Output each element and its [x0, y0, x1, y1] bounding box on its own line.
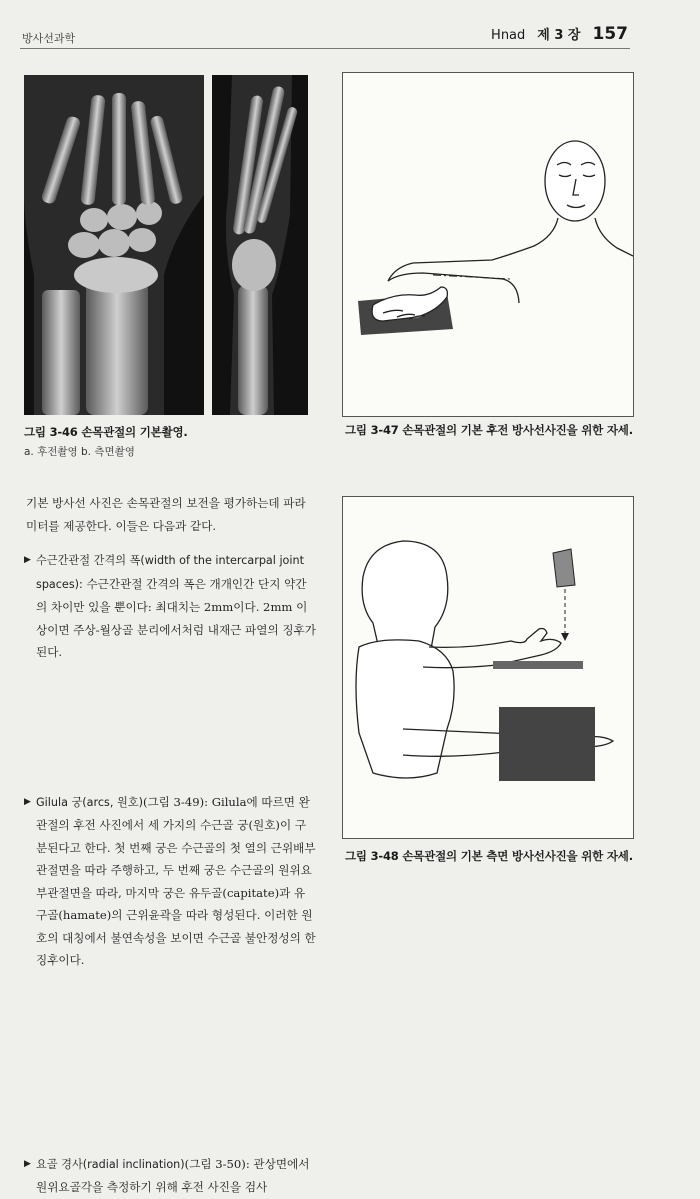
bullet-radial-inclination — [26, 1153, 316, 1199]
bullet-intercarpal-width — [26, 549, 316, 664]
xray-pa-image — [24, 75, 204, 415]
bullet-body: 수근간관절 간격의 폭은 개개인간 단지 약간의 차이만 있을 뿐이다: 최대치는 2mm이다. 2mm 이상이면 주상-월상골 분리에서처럼 내재근 파열의 징후가 된다. — [36, 576, 316, 659]
bullet-triangle-icon: ▶ — [24, 1158, 31, 1169]
header-rule — [20, 48, 630, 49]
figure-3-48-illustration — [342, 496, 634, 839]
bullet-gilula-arcs — [26, 791, 316, 972]
bullet-heading: 수근간관절 간격의 폭(width of the intercarpal joint spaces): — [36, 554, 304, 591]
intro-paragraph: 기본 방사선 사진은 손목관절의 보전을 평가하는데 파라미터를 제공한다. 이들은 다음과 같다. — [26, 496, 306, 533]
figure-3-47-illustration — [342, 72, 634, 417]
bullet-heading: 요골 경사(radial inclination) — [36, 1157, 185, 1171]
chapter-label: 제 3 장 — [537, 28, 581, 43]
page-number: 157 — [592, 24, 628, 44]
bullet-triangle-icon: ▶ — [24, 555, 31, 565]
xray-lateral-image — [212, 75, 308, 415]
bullet-heading: Gilula 궁(arcs, 원호) — [36, 795, 143, 809]
bullet-body: (그림 3-49): Gilula에 따르면 완관절의 후전 사진에서 세 가지의 수근골 궁(원호)이 구분된다고 한다. 첫 번째 궁은 수근골의 첫 열의 근위배부관절면을 따라 주행하고, 두 번째 궁은 수근골의 원위요부관절면을 따라, 마지막 궁은 유두골(capitate)과 유구골(hamate)의 근위윤곽을 따라 형성된다. 이러한 원호의 대칭에서 불연속성을 보이면 수근골 불안정성의 한 징후이다. — [36, 794, 316, 967]
running-header — [491, 24, 628, 44]
figure-3-46-subcaption: a. 후전촬영 b. 측면촬영 — [24, 446, 135, 458]
figure-3-47-caption: 그림 3-47 손목관절의 기본 후전 방사선사진을 위한 자세. — [345, 423, 633, 437]
bullet-triangle-icon: ▶ — [24, 796, 31, 807]
figure-3-48-caption: 그림 3-48 손목관절의 기본 측면 방사선사진을 위한 자세. — [345, 849, 633, 863]
topic: Hnad — [491, 28, 526, 43]
book-title: 방사선과학 — [22, 32, 76, 45]
figure-3-46-caption: 그림 3-46 손목관절의 기본촬영. — [24, 425, 188, 439]
bullet-body: (그림 3-50): 관상면에서 원위요골각을 측정하기 위해 후전 사진을 검사 — [36, 1156, 310, 1194]
